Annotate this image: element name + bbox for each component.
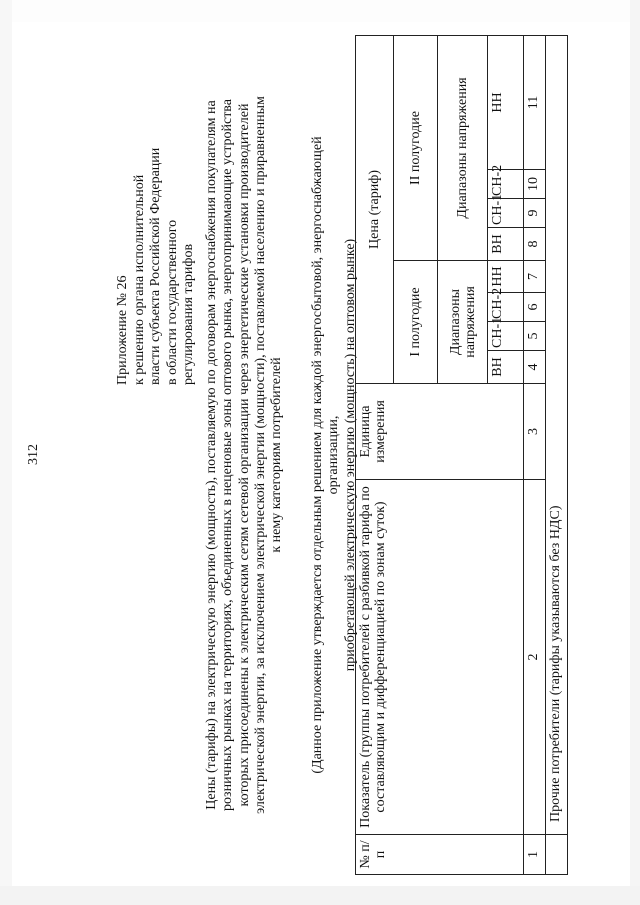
level-cell: НН [488, 261, 524, 293]
section-row [546, 35, 568, 874]
column-number: 7 [524, 261, 546, 293]
level-cell: СН-1 [488, 322, 524, 351]
scan-border-right [630, 0, 640, 905]
title-line: которых присоединены к электрическим сетям сетевой организации через энергетические установки производителей [236, 103, 252, 807]
section-row-label: Прочие потребители (тарифы указываются без НДС) [546, 35, 568, 834]
column-number: 1 [524, 835, 546, 875]
tariff-table [355, 35, 568, 875]
column-number: 5 [524, 322, 546, 351]
column-number: 11 [524, 35, 546, 169]
column-number: 4 [524, 351, 546, 384]
appendix-line: в области государственного [164, 219, 180, 385]
page-number: 312 [26, 444, 41, 465]
scan-border-top [0, 0, 640, 22]
column-number: 9 [524, 199, 546, 228]
rotated-page-content [20, 25, 620, 885]
level-cell: ВН [488, 228, 524, 261]
title-line: электрической энергии, за исключением электрической энергии (мощности), поставляемой населению и приравненным [252, 96, 268, 814]
title-line: Цены (тарифы) на электрическую энергию (мощность), поставляемую по договорам энергоснабжения покупателям на [204, 100, 219, 810]
header-unit: Единица измерения [356, 384, 524, 480]
approval-note [310, 115, 359, 795]
appendix-line: Приложение № 26 [115, 275, 130, 385]
header-num: № п/п [356, 835, 524, 875]
title-line: к нему категориям потребителей [269, 357, 285, 553]
level-cell: СН-2 [488, 293, 524, 322]
column-number: 3 [524, 384, 546, 480]
column-number: 2 [524, 480, 546, 835]
note-line: приобретающей электрическую энергию (мощность) на оптовом рынке) [342, 238, 358, 672]
column-number-row [524, 35, 546, 874]
header-indicator: Показатель (группы потребителей с разбивкой тарифа по составляющим и дифференциацией по зонам суток) [356, 480, 524, 835]
header-half2: II полугодие [394, 35, 438, 260]
section-row-num [546, 835, 568, 875]
title-line: розничных рынках на территориях, объединенных в неценовые зоны оптового рынка, энергопринимающие устройства [220, 99, 236, 811]
scan-border-left [0, 0, 12, 905]
level-cell: СН-1 [488, 199, 524, 228]
level-cell: НН [488, 35, 524, 169]
appendix-heading [115, 105, 198, 385]
column-number: 6 [524, 293, 546, 322]
level-cell: ВН [488, 351, 524, 384]
header-price: Цена (тариф) [356, 35, 394, 383]
header-row-1 [356, 35, 394, 874]
appendix-line: к решению органа исполнительной [131, 174, 147, 385]
appendix-line: власти субъекта Российской Федерации [148, 147, 163, 385]
column-number: 10 [524, 170, 546, 199]
header-half1: I полугодие [394, 261, 438, 384]
appendix-line: регулирования тарифов [181, 243, 196, 385]
scan-border-bottom [0, 886, 640, 905]
column-number: 8 [524, 228, 546, 261]
note-line: (Данное приложение утверждается отдельным решением для каждой энергосбытовой, энергоснабжающей организации, [310, 136, 342, 774]
level-cell: СН-2 [488, 170, 524, 199]
header-ranges2: Диапазоны напряжения [438, 35, 488, 260]
document-title [204, 55, 285, 855]
header-ranges1: Диапазоны напряжения [438, 261, 488, 384]
